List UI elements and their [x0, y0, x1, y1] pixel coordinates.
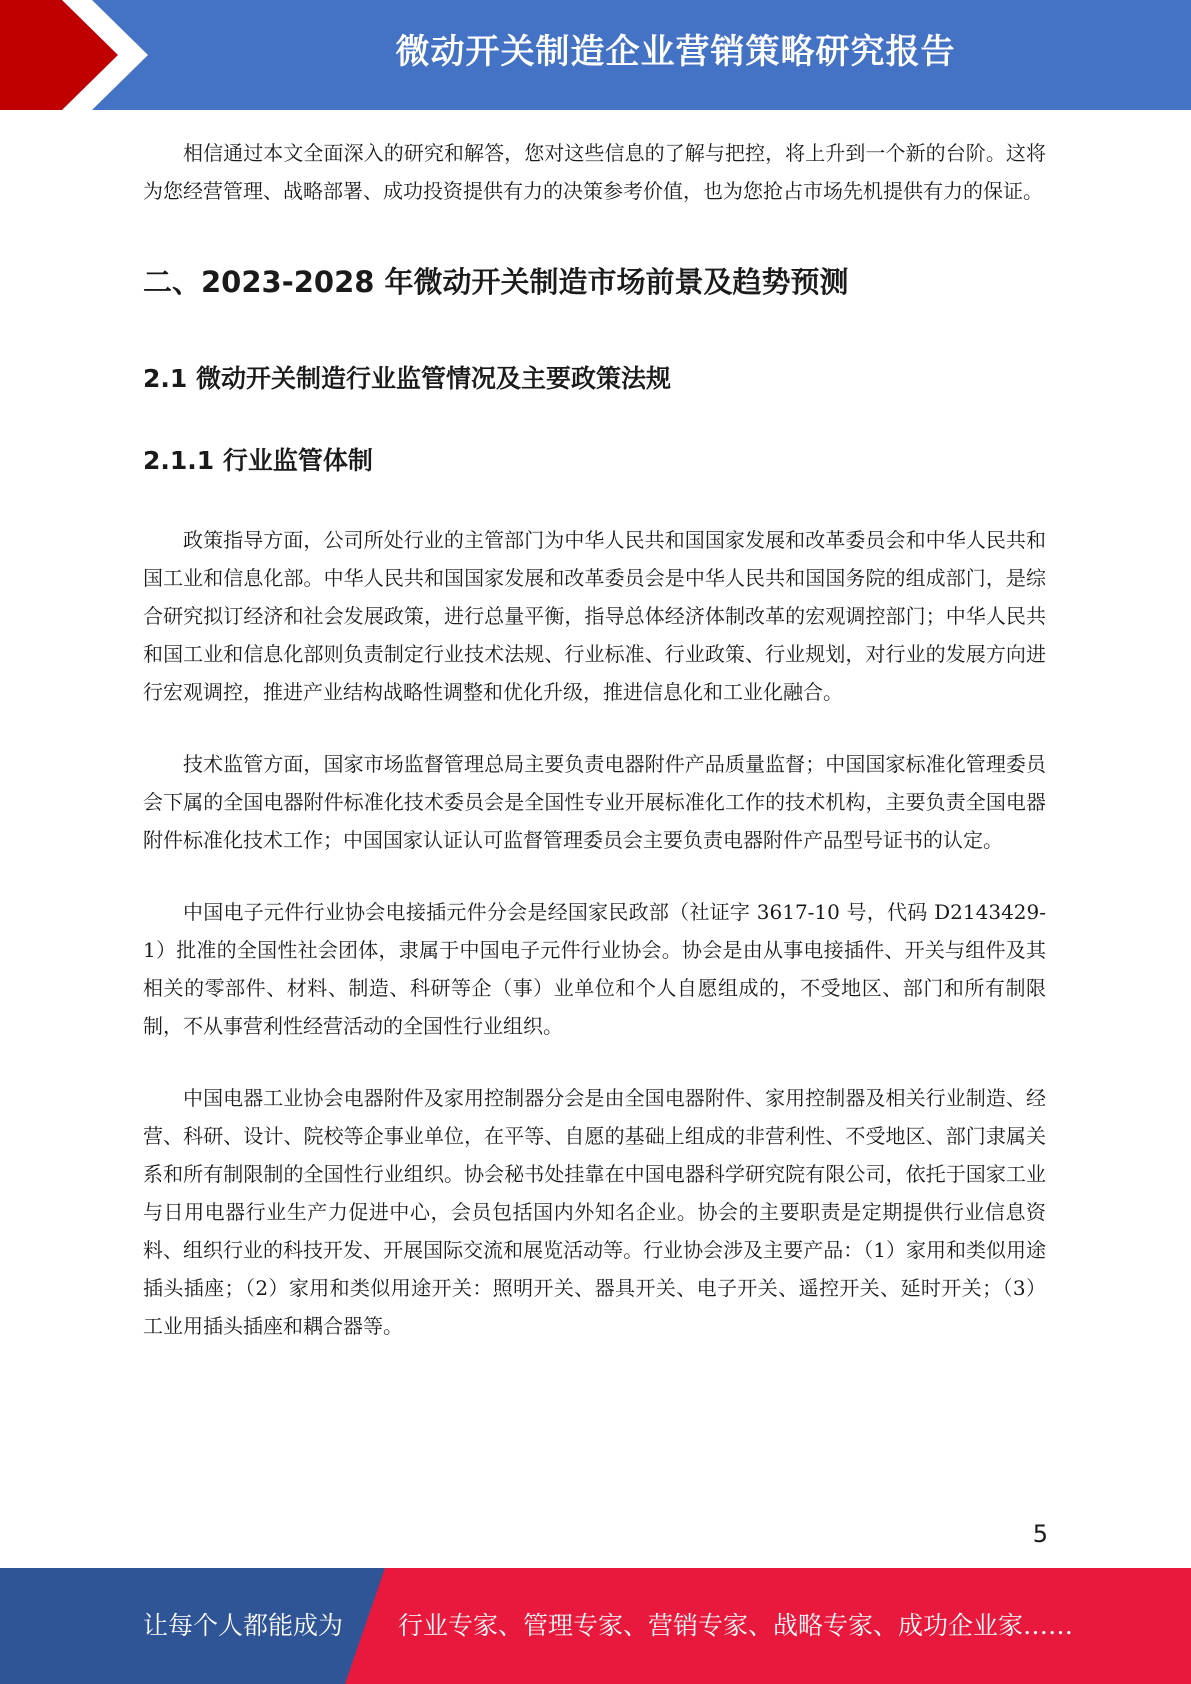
footer-slogan-right: 行业专家、管理专家、营销专家、战略专家、成功企业家…… — [398, 1611, 1074, 1640]
subsection-heading: 2.1 微动开关制造行业监管情况及主要政策法规 — [143, 364, 671, 393]
body-paragraph: 政策指导方面，公司所处行业的主管部门为中华人民共和国国家发展和改革委员会和中华人民共和国工业和信息化部。中华人民共和国国家发展和改革委员会是中华人民共和国国务院的组成部门，是综合研究拟订经济和社会发展政策，进行总量平衡，指导总体经济体制改革的宏观调控部门；中华人民共和国工业和信息化部则负责制定行业技术法规、行业标准、行业政策、行业规划，对行业的发展方向进行宏观调控，推进产业结构战略性调整和优化升级，推进信息化和工业化融合。 — [143, 528, 1046, 704]
header-chevron-icon — [0, 0, 160, 110]
footer-slogan-left: 让每个人都能成为 — [143, 1611, 344, 1640]
page-footer — [0, 1568, 1191, 1684]
body-paragraph: 中国电器工业协会电器附件及家用控制器分会是由全国电器附件、家用控制器及相关行业制造、经营、科研、设计、院校等企事业单位，在平等、自愿的基础上组成的非营利性、不受地区、部门隶属关系和所有制限制的全国性行业组织。协会秘书处挂靠在中国电器科学研究院有限公司，依托于国家工业与日用电器行业生产力促进中心，会员包括国内外知名企业。协会的主要职责是定期提供行业信息资料、组织行业的科技开发、开展国际交流和展览活动等。行业协会涉及主要产品：（1）家用和类似用途插头插座；（2）家用和类似用途开关：照明开关、器具开关、电子开关、遥控开关、延时开关；（3）工业用插头插座和耦合器等。 — [143, 1086, 1046, 1338]
report-title: 微动开关制造企业营销策略研究报告 — [395, 32, 956, 72]
section-heading: 二、2023-2028 年微动开关制造市场前景及趋势预测 — [143, 265, 849, 299]
page-header — [0, 0, 1191, 110]
intro-paragraph: 相信通过本文全面深入的研究和解答，您对这些信息的了解与把控，将上升到一个新的台阶。这将为您经营管理、战略部署、成功投资提供有力的决策参考价值，也为您抢占市场先机提供有力的保证。 — [143, 141, 1046, 203]
subsubsection-heading: 2.1.1 行业监管体制 — [143, 446, 373, 475]
body-paragraph: 中国电子元件行业协会电接插元件分会是经国家民政部（社证字 3617-10 号，代码 D2143429-1）批准的全国性社会团体，隶属于中国电子元件行业协会。协会是由从事电接插件、开关与组件及其相关的零部件、材料、制造、科研等企（事）业单位和个人自愿组成的，不受地区、部门和所有制限制，不从事营利性经营活动的全国性行业组织。 — [143, 900, 1046, 1038]
page-content — [143, 134, 1046, 1345]
body-paragraph: 技术监管方面，国家市场监督管理总局主要负责电器附件产品质量监督；中国国家标准化管理委员会下属的全国电器附件标准化技术委员会是全国性专业开展标准化工作的技术机构，主要负责全国电器附件标准化技术工作；中国国家认证认可监督管理委员会主要负责电器附件产品型号证书的认定。 — [143, 752, 1046, 852]
page-number: 5 — [1032, 1520, 1048, 1548]
